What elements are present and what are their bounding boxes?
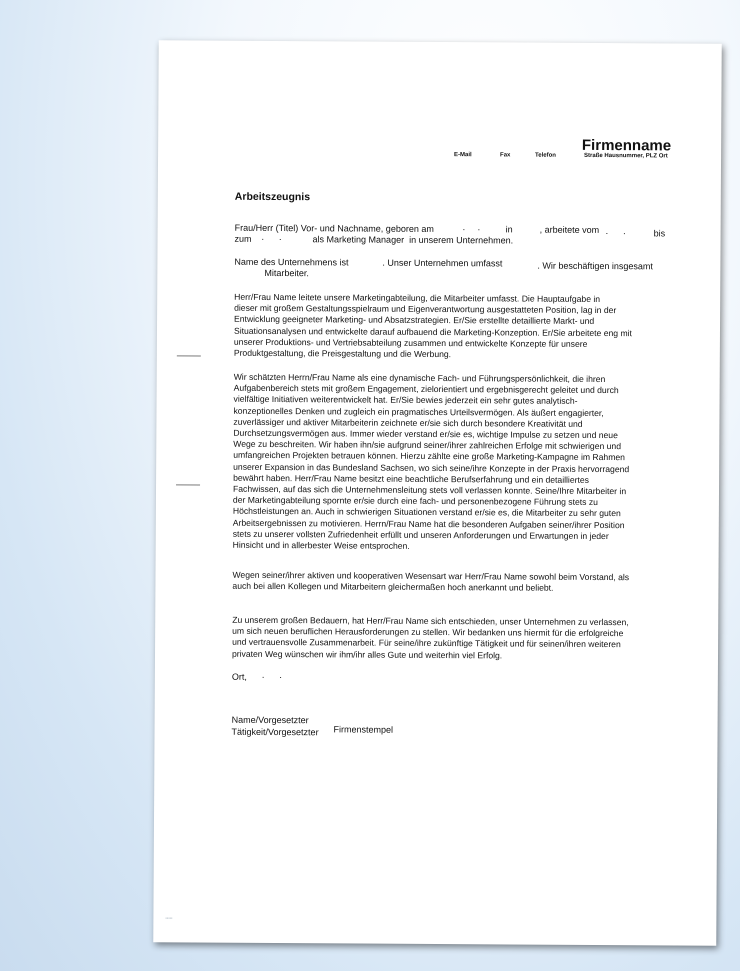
contact-fax: Fax [500,152,511,159]
paragraph-line: Wege zu beschreiten. Wir haben ihn/sie aufgrund seiner/ihrer zahlreichen Erfolge mit schwierigen und [233,438,622,452]
paragraph-line: Situationsanalysen und entwickelte darauf aufbauend die Marketing-Konzeption. Er/Sie arbeitete eng mit [233,325,632,338]
contact-address: Straße Hausnummer, PLZ Ort [584,152,668,160]
paragraph-line: umfangreichen Projekten betrauen können. Hierzu zählte eine große Marketing-Kampagne im Rahmen [233,450,625,463]
intro-text-1: Frau/Herr (Titel) Vor- und Nachname, geboren am [234,222,434,234]
paragraph-line: Höchstleistungen an. Auch in schwierigen Situationen verstand er/sie es, die Mitarbeiter zu sehr guten [232,506,621,519]
intro-bis: bis [653,228,666,239]
fold-mark [177,355,201,356]
paragraph-line: Arbeitsergebnissen zu motivieren. Herrn/Frau Name hat die besonderen Aufgaben seiner/ihrer Position [232,517,625,530]
paragraph-line: vielfältige Initiativen weiterentwickelt hat. Er/Sie bewies jederzeit ein sehr gutes analytisch- [233,394,578,407]
document-title: Arbeitszeugnis [234,190,311,204]
signature-role: Tätigkeit/Vorgesetzter [231,726,319,738]
company-line-b: . Unser Unternehmen umfasst [382,257,503,269]
intro-zum: zum [234,233,252,244]
intro-employed: , arbeitete vom [539,224,600,235]
contact-email: E-Mail [454,152,472,159]
document-page [153,40,721,945]
paragraph-line: Hinsicht und in allerbester Weise entsprochen. [232,539,410,551]
paragraph-line: bewährt haben. Herr/Frau Name besitzt eine beachtliche Berufserfahrung und ein detailliertes [233,472,590,485]
contact-phone: Telefon [535,152,556,159]
company-line-a: Name des Unternehmens ist [234,256,349,268]
paragraph-line: stets zu unserer vollsten Zufriedenheit erfüllt und unseren Anforderungen und Erwartungen in jeder [232,528,609,541]
paragraph-line: dieser mit großem Gestaltungsspielraum und Eigenverantwortung ausgestatteten Position, lag in der [234,302,617,316]
paragraph-line: auch bei allen Kollegen und Mitarbeitern gleichermaßen hoch anerkannt und beliebt. [232,580,554,593]
paragraph-line: Durchsetzungsvermögen aus. Immer wieder verstand er/sie es, wichtige Impulse zu setzen und neue [233,427,618,441]
paragraph-line: Produktgestaltung, die Preisgestaltung und die Werbung. [233,347,452,360]
paragraph-line: Zu unserem großen Bedauern, hat Herr/Frau Name sich entschieden, unser Unternehmen zu verlassen, [232,614,629,628]
company-name: Firmenname [581,136,672,155]
intro-position: als Marketing Manager in unserem Unternehmen. [312,234,514,246]
company-stamp-label: Firmenstempel [333,724,394,735]
company-line-d: Mitarbeiter. [264,267,309,279]
intro-in: in [505,224,513,235]
paragraph-line: der Marketingabteilung spornte er/sie durch eine fach- und personenbezogene Führung stets zu [232,494,598,508]
paragraph-line: zuverlässiger und aktiver Mitarbeiterin zeichnete er/sie sich durch besondere Kreativität und [233,416,583,429]
paragraph-line: um sich neuen beruflichen Herausforderungen zu stellen. Wir bedanken uns hiermit für die erfolgreiche [232,625,624,639]
date-placeholder-dots: . . [261,669,282,681]
date-placeholder-dots: . . [261,231,282,243]
date-placeholder-dots: . . [605,226,626,237]
paragraph-line: Aufgabenbereich stets mit großem Engagement, zielorientiert und ergebnisgerecht geleitet und durch [233,382,619,396]
paragraph-2 [233,372,630,554]
paragraph-line: und vertrauensvolle Zusammenarbeit. Für seine/ihre zukünftige Tätigkeit und für seinen/ihren weiteren [232,637,621,650]
watermark-mark: ▪▪▪▪▪ [165,915,173,921]
fold-mark [176,484,200,485]
signature-name: Name/Vorgesetzter [231,714,309,726]
paragraph-4 [232,615,629,662]
company-line-c: . Wir beschäftigen insgesamt [537,260,653,272]
paragraph-line: Wegen seiner/ihrer aktiven und kooperativen Wesensart war Herr/Frau Name sowohl beim Vorstand, als [232,569,630,583]
paragraph-line: unserer Produktions- und Vertriebsabteilung zusammen und entwickelte Konzepte für unsere [233,336,588,349]
paragraph-line: Entwicklung geeigneter Marketing- und Absatzstrategien. Er/Sie erstellte detaillierte Markt- und [234,314,595,327]
paragraph-line: Wir schätzten Herrn/Frau Name als eine dynamische Fach- und Führungspersönlichkeit, die ihren [233,371,606,385]
paragraph-line: Fachwissen, auf das sich die Unternehmensleitung stets voll verlassen konnte. Seine/Ihre Mitarbeiter in [232,483,627,497]
paragraph-1 [234,292,632,362]
paragraph-3 [232,570,629,595]
paragraph-line: privaten Weg wünschen wir ihm/ihr alles Gute und weiterhin viel Erfolg. [231,648,503,661]
date-placeholder-dots: . . [462,222,481,233]
paragraph-line: konzeptionelles Denken und zugleich ein pragmatisches Urteilsvermögen. Als äußert engagierter, [233,405,604,418]
paragraph-line: Herr/Frau Name leitete unsere Marketingabteilung, die Mitarbeiter umfasst. Die Hauptaufgabe in [234,291,601,304]
paragraph-line: unserer Expansion in das Bundesland Sachsen, wo sich seine/ihre Konzepte in der Praxis hervorragend [233,461,630,474]
place-label: Ort, [231,671,247,682]
